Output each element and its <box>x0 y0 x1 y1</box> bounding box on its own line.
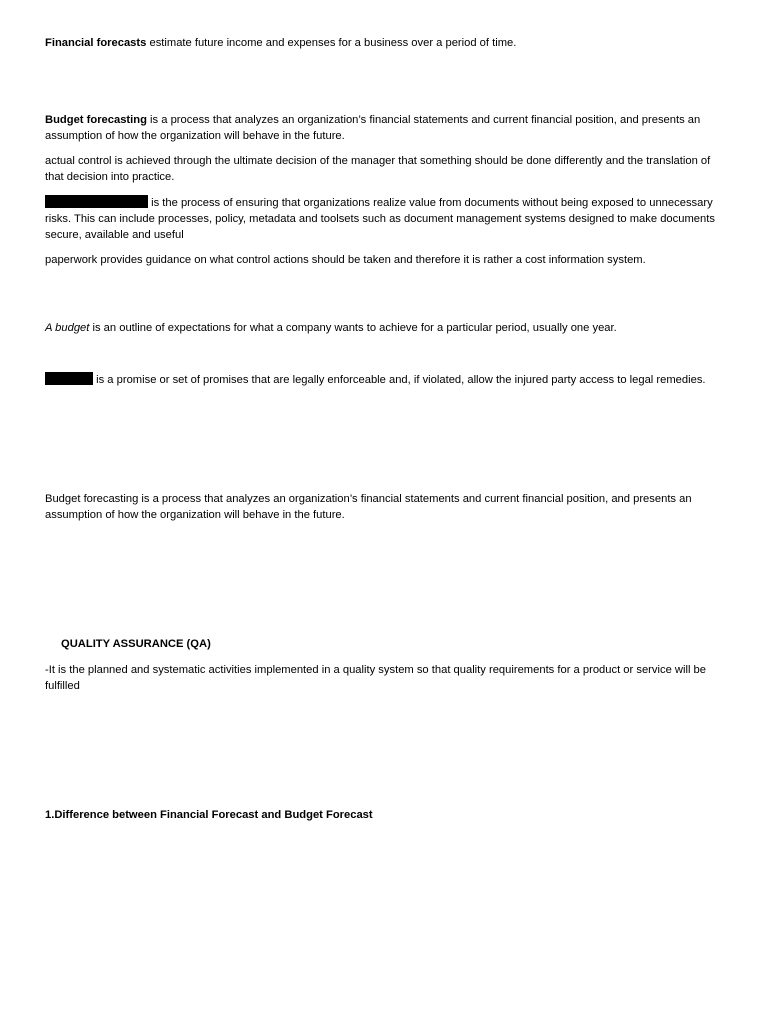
paragraph-financial-forecasts <box>45 35 725 51</box>
redaction-block <box>45 195 148 208</box>
redaction-block <box>45 372 93 385</box>
paragraph-text: actual control is achieved through the ultimate decision of the manager that something should be done differently and the translation of that decision into practice. <box>45 155 711 183</box>
qa-heading: QUALITY ASSURANCE (QA) <box>61 638 211 650</box>
paragraph-contract <box>45 372 725 388</box>
paragraph-document-management <box>45 195 725 243</box>
paragraph-budget-forecasting-repeat <box>45 491 725 523</box>
term-a-budget: A budget <box>45 322 90 334</box>
paragraph-text: -It is the planned and systematic activities implemented in a quality system so that quality requirements for a product or service will be fulfilled <box>45 664 706 692</box>
paragraph-text: is a promise or set of promises that are legally enforceable and, if violated, allow the injured party access to legal remedies. <box>93 374 706 386</box>
paragraph-text: is the process of ensuring that organizations realize value from documents without being exposed to unnecessary risks. This can include processes, policy, metadata and toolsets such as document management systems designed to make documents secure, available and useful <box>45 197 715 241</box>
paragraph-qa-definition <box>45 662 725 694</box>
paragraph-actual-control <box>45 153 725 185</box>
paragraph-text: is a process that analyzes an organization’s financial statements and current financial position, and presents an assumption of how the organization will behave in the future. <box>45 114 701 142</box>
paragraph-paperwork <box>45 252 725 268</box>
term-budget-forecasting: Budget forecasting <box>45 114 147 126</box>
paragraph-text: is an outline of expectations for what a company wants to achieve for a particular period, usually one year. <box>89 322 617 334</box>
paragraph-budget-forecasting <box>45 112 725 144</box>
question-heading: 1.Difference between Financial Forecast and Budget Forecast <box>45 809 373 821</box>
paragraph-text: estimate future income and expenses for a business over a period of time. <box>146 37 517 49</box>
term-financial-forecasts: Financial forecasts <box>45 37 147 49</box>
paragraph-budget-definition <box>45 320 725 336</box>
paragraph-text: Budget forecasting is a process that analyzes an organization’s financial statements and current financial position, and presents an assumption of how the organization will behave in the future. <box>45 493 692 521</box>
paragraph-text: paperwork provides guidance on what control actions should be taken and therefore it is rather a cost information system. <box>45 254 646 266</box>
